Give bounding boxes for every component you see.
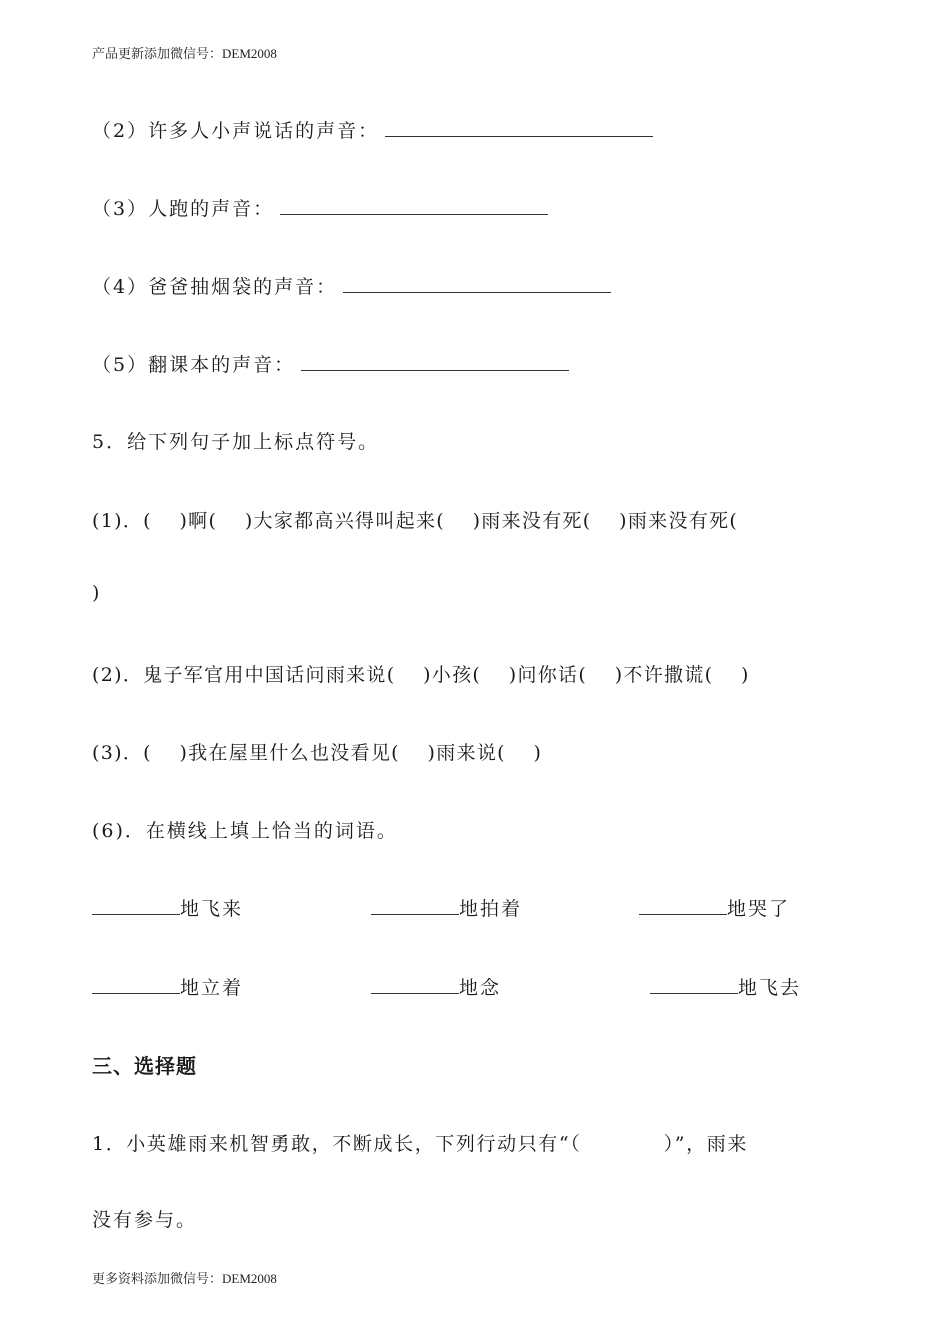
choice-question-1-cont: 没有参与。 xyxy=(92,1209,198,1231)
sound-label: （4）爸爸抽烟袋的声音： xyxy=(92,276,338,298)
sound-item-5 xyxy=(92,350,569,377)
fill-word: 地哭了 xyxy=(727,898,791,920)
sound-label: （5）翻课本的声音： xyxy=(92,354,296,376)
word-blank[interactable] xyxy=(639,895,727,915)
word-blank[interactable] xyxy=(371,895,459,915)
answer-blank[interactable] xyxy=(280,195,548,215)
word-blank[interactable] xyxy=(650,974,738,994)
fill-item xyxy=(92,894,243,921)
sound-label: （2）许多人小声说话的声音： xyxy=(92,120,380,142)
sound-label: （3）人跑的声音： xyxy=(92,198,275,220)
choice-question-1: 1．小英雄雨来机智勇敢，不断成长，下列行动只有“（ ）”，雨来 xyxy=(92,1133,748,1155)
fill-item xyxy=(650,973,801,1000)
page-header: 产品更新添加微信号：DEM2008 xyxy=(92,46,277,61)
answer-blank[interactable] xyxy=(301,351,569,371)
word-blank[interactable] xyxy=(92,895,180,915)
punct-sentence-3: (3)．( )我在屋里什么也没看见( )雨来说( ) xyxy=(92,742,543,764)
page-footer: 更多资料添加微信号：DEM2008 xyxy=(92,1271,277,1286)
fill-item xyxy=(639,894,790,921)
fill-item xyxy=(92,973,243,1000)
question-5-title: 5．给下列句子加上标点符号。 xyxy=(92,431,380,453)
question-6-title: (6)．在横线上填上恰当的词语。 xyxy=(92,820,398,842)
fill-word: 地立着 xyxy=(180,977,244,999)
fill-word: 地飞来 xyxy=(180,898,244,920)
answer-blank[interactable] xyxy=(343,273,611,293)
punct-sentence-1-cont: ) xyxy=(92,582,102,604)
fill-word: 地念 xyxy=(459,977,502,999)
section-3-heading: 三、选择题 xyxy=(92,1054,197,1078)
sound-item-2 xyxy=(92,116,653,143)
answer-blank[interactable] xyxy=(385,117,653,137)
word-blank[interactable] xyxy=(92,974,180,994)
sound-item-3 xyxy=(92,194,548,221)
punct-sentence-2: (2)．鬼子军官用中国话问雨来说( )小孩( )问你话( )不许撒谎( ) xyxy=(92,664,750,686)
word-blank[interactable] xyxy=(371,974,459,994)
fill-item xyxy=(371,973,501,1000)
fill-item xyxy=(371,894,522,921)
fill-word: 地飞去 xyxy=(738,977,802,999)
punct-sentence-1: (1)．( )啊( )大家都高兴得叫起来( )雨来没有死( )雨来没有死( xyxy=(92,510,739,532)
sound-item-4 xyxy=(92,272,611,299)
fill-word: 地拍着 xyxy=(459,898,523,920)
